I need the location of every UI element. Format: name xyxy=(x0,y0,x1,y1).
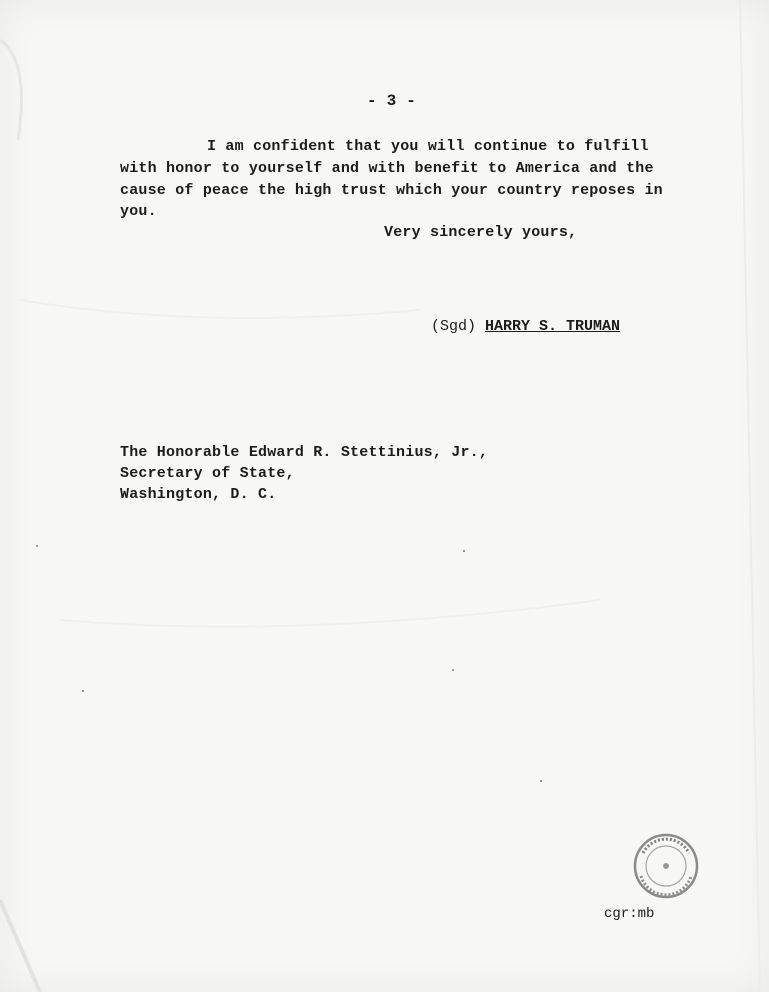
addressee-line: Washington, D. C. xyxy=(120,486,277,503)
addressee-line: The Honorable Edward R. Stettinius, Jr., xyxy=(120,444,489,461)
body-line: you. xyxy=(120,203,157,220)
signature-block xyxy=(431,318,620,336)
body-line-text: I am confident that you will continue to fulfill xyxy=(207,138,649,155)
signature-name: HARRY S. TRUMAN xyxy=(485,318,621,335)
body-line: with honor to yourself and with benefit to America and the xyxy=(120,160,654,177)
library-stamp-seal xyxy=(631,831,701,901)
body-line: cause of peace the high trust which your country reposes in xyxy=(120,182,663,199)
page-number: - 3 - xyxy=(367,92,417,110)
closing: Very sincerely yours, xyxy=(384,224,578,241)
body-line xyxy=(120,138,649,156)
signature-prefix: (Sgd) xyxy=(431,318,477,335)
addressee-line: Secretary of State, xyxy=(120,465,295,482)
reference-initials: cgr:mb xyxy=(604,906,655,922)
